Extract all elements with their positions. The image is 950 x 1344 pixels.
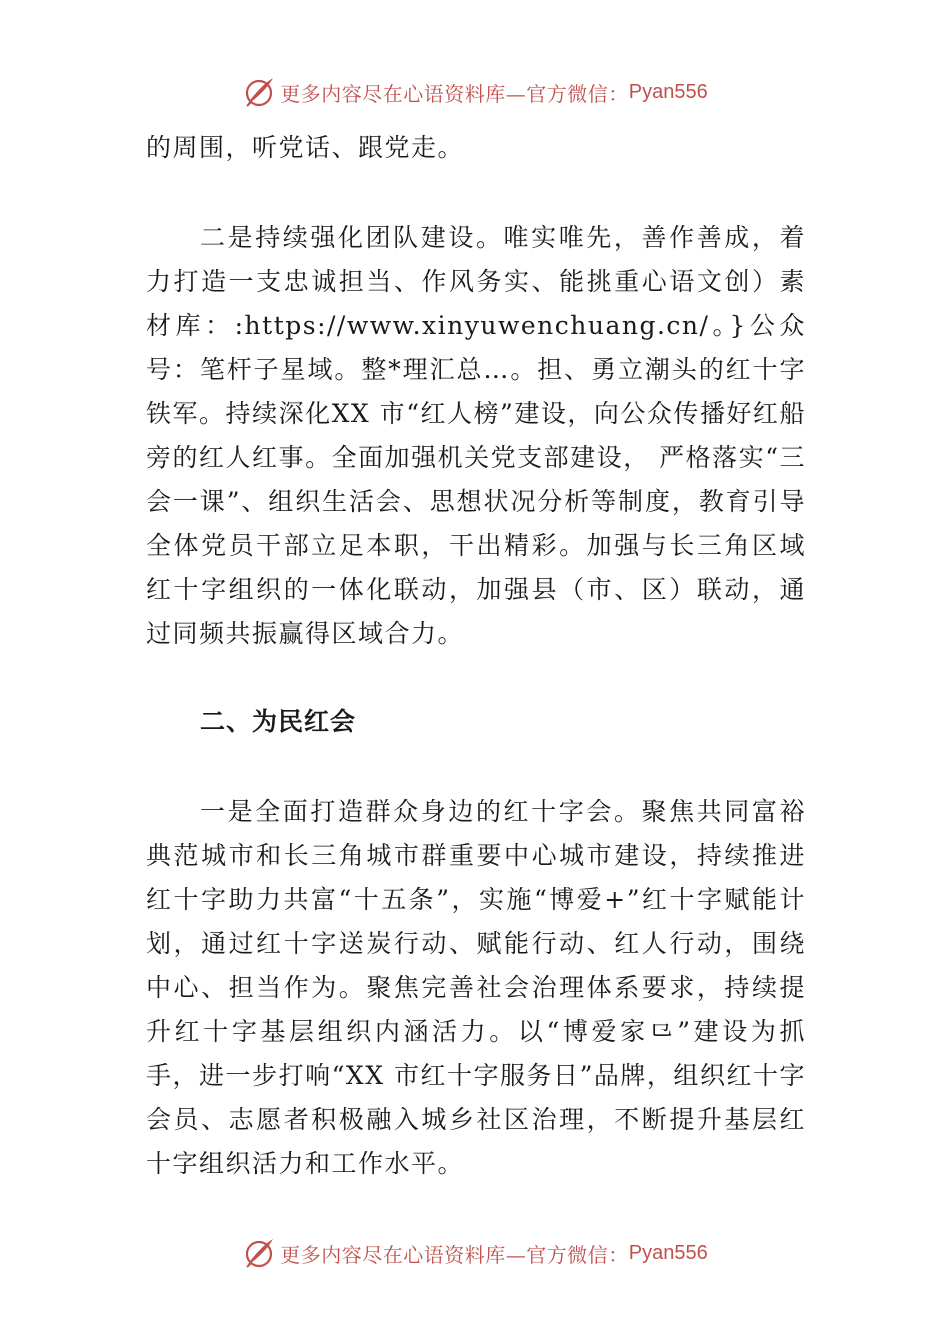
- quill-logo-icon: [242, 75, 276, 109]
- section-heading: 二、为民红会: [200, 707, 357, 736]
- watermark-id: Pyan556: [628, 1241, 708, 1264]
- watermark-banner-bottom: [0, 1233, 950, 1273]
- paragraph-team-building: 二是持续强化团队建设。唯实唯先，善作善成，着力打造一支忠诚担当、作风务实、能挑重心语文创）素材库：:https://www.xinyuwenchuang.cn/。}公众号：笔杆子星域。整*理汇总…。担、勇立潮头的红十字铁军。持续深化XX 市“红人榜”建设，向公众传播好红船旁的红人红事。全面加强机关党支部建设， 严格落实“三会一课”、组织生活会、思想状况分析等制度，教育引导全体党员干部立足本职，干出精彩。加强与长三角区域红十字组织的一体化联动，加强县（市、区）联动，通过同频共振赢得区域合力。: [146, 223, 806, 648]
- quill-logo-icon: [242, 1236, 276, 1270]
- watermark-id: Pyan556: [628, 80, 708, 103]
- watermark-text: 更多内容尽在心语资料库—官方微信：: [280, 1242, 629, 1267]
- watermark-banner-top: [0, 72, 950, 112]
- paragraph-continued: 的周围，听党话、跟党走。: [146, 133, 465, 162]
- paragraph-red-cross-community: 一是全面打造群众身边的红十字会。聚焦共同富裕典范城市和长三角城市群重要中心城市建设，持续推进红十字助力共富“十五条”，实施“博爱+”红十字赋能计划，通过红十字送炭行动、赋能行动、红人行动，围绕中心、担当作为。聚焦完善社会治理体系要求，持续提升红十字基层组织内涵活力。以“博爱家⺋”建设为抓手，进一步打响“XX 市红十字服务日”品牌，组织红十字会员、志愿者积极融入城乡社区治理，不断提升基层红十字组织活力和工作水平。: [146, 797, 806, 1178]
- watermark-text: 更多内容尽在心语资料库—官方微信：: [280, 81, 629, 106]
